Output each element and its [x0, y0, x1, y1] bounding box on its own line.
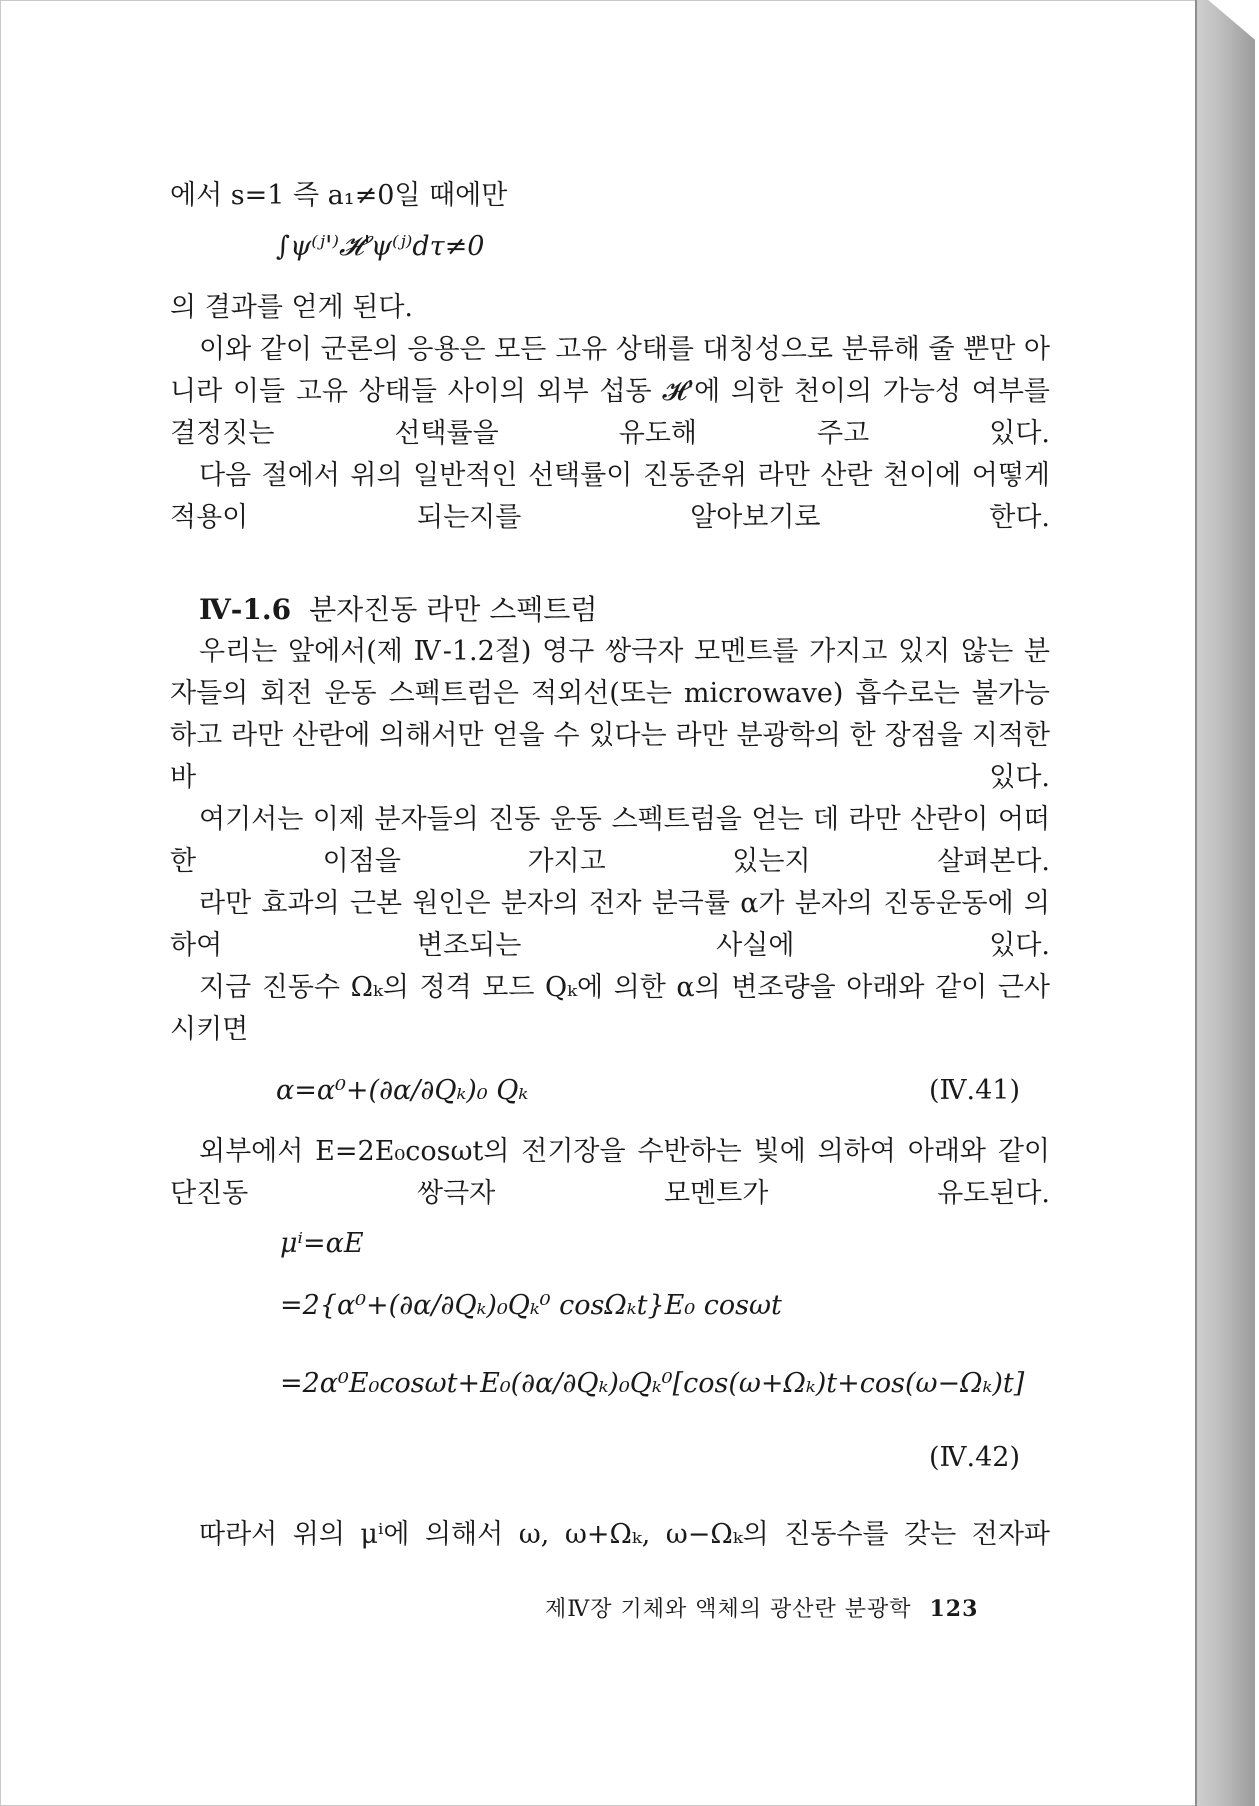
- section-number: Ⅳ-1.6: [199, 593, 292, 626]
- paragraph-5: 우리는 앞에서(제 Ⅳ-1.2절) 영구 쌍극자 모멘트를 가지고 있지 않는 분자들의 회전 운동 스펙트럼은 적외선(또는 microwave) 흡수로는 불가능하고 라만 산란에 의해서만 얻을 수 있다는 라만 분광학의 한 장점을 지적한 바 있다.: [170, 636, 1050, 793]
- paragraph-2: 의 결과를 얻게 된다.: [170, 292, 413, 323]
- equation-42-line-3: =2α⁰E₀cosωt+E₀(∂α/∂Qₖ)₀Qₖ⁰[cos(ω+Ωₖ)t+cos(ω−Ωₖ)t]: [280, 1368, 1025, 1399]
- running-footer: [545, 1592, 978, 1623]
- page-stack-edge: [1195, 0, 1255, 1806]
- equation-integral-body: ∫ψ⁽ʲ'⁾𝓗'ψ⁽ʲ⁾dτ≠0: [276, 231, 485, 262]
- paragraph-10: 따라서 위의 μⁱ에 의해서 ω, ω+Ωₖ, ω−Ωₖ의 진동수를 갖는 전자파: [199, 1519, 1050, 1550]
- paragraph-3: 이와 같이 군론의 응용은 모든 고유 상태를 대칭성으로 분류해 줄 뿐만 아니라 이들 고유 상태들 사이의 외부 섭동 𝓗'에 의한 천이의 가능성 여부를 결정짓는 선택률을 유도해 주고 있다.: [170, 334, 1050, 449]
- equation-42-label: (Ⅳ.42): [929, 1442, 1020, 1473]
- paragraph-1: 에서 s=1 즉 a₁≠0일 때에만: [170, 180, 508, 211]
- equation-41-body: α=α⁰+(∂α/∂Qₖ)₀ Qₖ: [276, 1075, 529, 1106]
- equation-41: [170, 1061, 1050, 1121]
- equation-42-line-2: =2{α⁰+(∂α/∂Qₖ)₀Qₖ⁰ cosΩₖt}E₀ cosωt: [280, 1290, 782, 1321]
- footer-chapter-title: 제Ⅳ장 기체와 액체의 광산란 분광학: [545, 1597, 912, 1622]
- paragraph-6: 여기서는 이제 분자들의 진동 운동 스펙트럼을 얻는 데 라만 산란이 어떠한 이점을 가지고 있는지 살펴본다.: [170, 804, 1050, 877]
- equation-integral: [170, 217, 1050, 277]
- section-heading: [170, 589, 1050, 631]
- equation-42-line-1: μⁱ=αE: [280, 1228, 364, 1259]
- equation-41-label: (Ⅳ.41): [929, 1075, 1020, 1106]
- paragraph-8: 지금 진동수 Ωₖ의 정격 모드 Qₖ에 의한 α의 변조량을 아래와 같이 근사시키면: [170, 972, 1050, 1045]
- page-fold-line: [1195, 0, 1197, 1806]
- paragraph-9: 외부에서 E=2E₀cosωt의 전기장을 수반하는 빛에 의하여 아래와 같이 단진동 쌍극자 모멘트가 유도된다.: [170, 1136, 1050, 1209]
- page-body: [170, 175, 1050, 1556]
- equation-42: [170, 1215, 1050, 1490]
- section-title: 분자진동 라만 스펙트럼: [309, 593, 598, 626]
- page-number: 123: [929, 1596, 979, 1622]
- paragraph-4: 다음 절에서 위의 일반적인 선택률이 진동준위 라만 산란 천이에 어떻게 적용이 되는지를 알아보기로 한다.: [170, 460, 1050, 533]
- paragraph-7: 라만 효과의 근본 원인은 분자의 전자 분극률 α가 분자의 진동운동에 의하여 변조되는 사실에 있다.: [170, 888, 1050, 961]
